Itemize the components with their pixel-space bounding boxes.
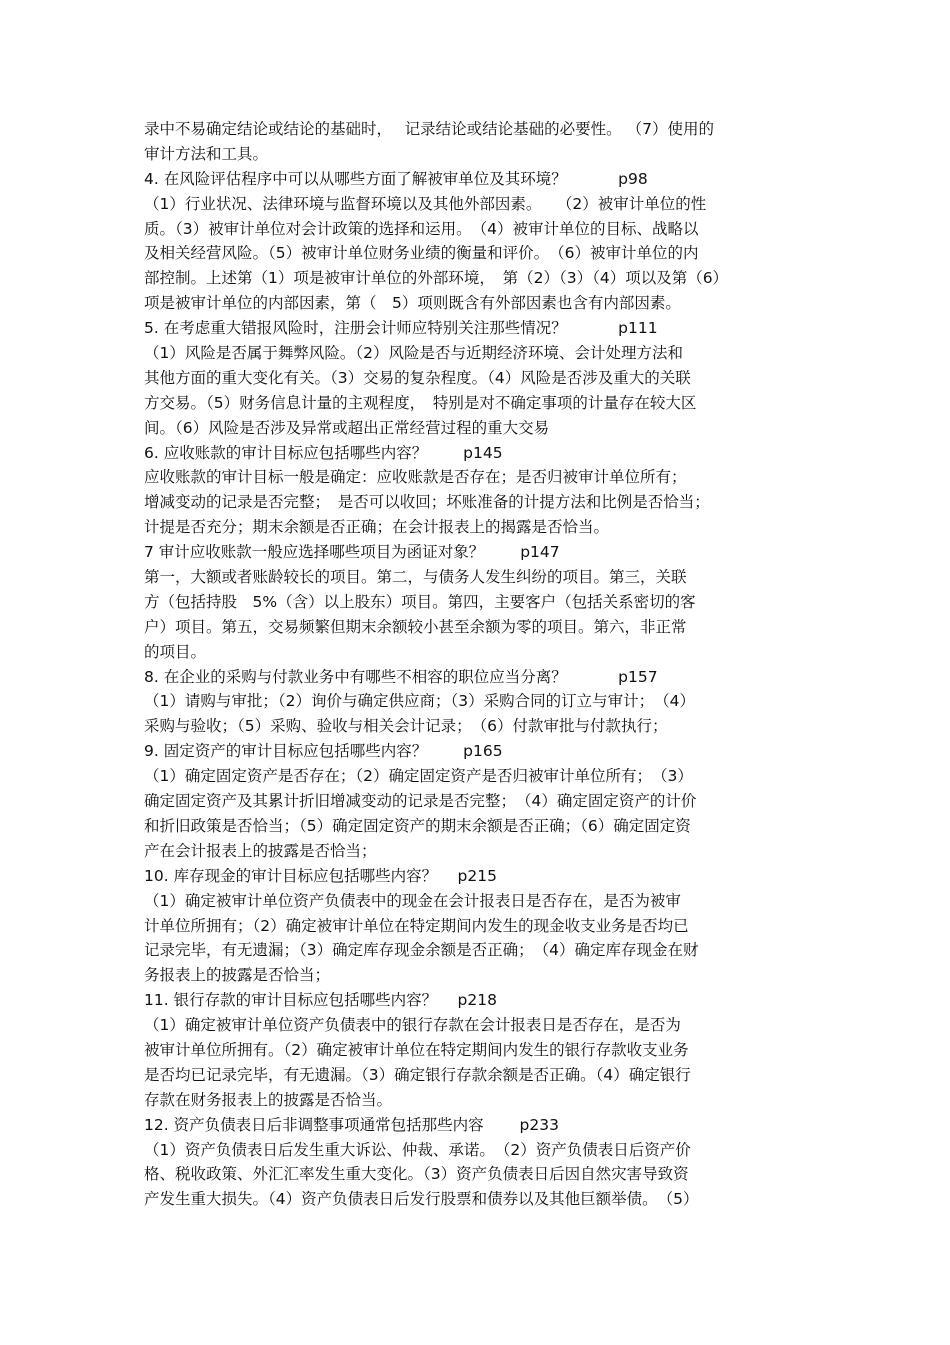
text-line: 户）项目。第五，交易频繁但期末余额较小甚至余额为零的项目。第六，非正常 (144, 617, 687, 636)
text-line: 被审计单位所拥有。（2）确定被审计单位在特定期间内发生的银行存款收支业务 (144, 1040, 689, 1059)
text-line: 方交易。（5）财务信息计量的主观程度， 特别是对不确定事项的计量存在较大区 (144, 393, 697, 412)
question-heading: 11. 银行存款的审计目标应包括哪些内容？ p218 (144, 991, 497, 1010)
text-line: 及相关经营风险。（5）被审计单位财务业绩的衡量和评价。 （6）被审计单位的内 (144, 244, 699, 263)
text-line: 应收账款的审计目标一般是确定：应收账款是否存在；是否归被审计单位所有； (144, 468, 687, 487)
text-line: 审计方法和工具。 (144, 144, 269, 163)
question-heading: 10. 库存现金的审计目标应包括哪些内容？ p215 (144, 866, 497, 885)
text-line: 存款在财务报表上的披露是否恰当。 (144, 1090, 393, 1109)
text-line: 部控制。上述第（1）项是被审计单位的外部环境， 第（2）（3）（4）项以及第（6） (144, 269, 729, 288)
text-line: （1）风险是否属于舞弊风险。（2）风险是否与近期经济环境、会计处理方法和 (144, 344, 683, 363)
text-line: 的项目。 (144, 642, 207, 661)
question-heading: 12. 资产负债表日后非调整事项通常包括那些内容 p233 (144, 1115, 559, 1134)
text-line: 其他方面的重大变化有关。（3）交易的复杂程度。（4）风险是否涉及重大的关联 (144, 368, 691, 387)
text-line: 项是被审计单位的内部因素，第（ 5）项则既含有外部因素也含有内部因素。 (144, 294, 681, 313)
text-line: （1）确定被审计单位资产负债表中的现金在会计报表日是否存在，是否为被审 (144, 891, 681, 910)
text-line: 务报表上的披露是否恰当； (144, 966, 331, 985)
text-line: 是否均已记录完毕，有无遗漏。（3）确定银行存款余额是否正确。（4）确定银行 (144, 1065, 691, 1084)
question-heading: 4. 在风险评估程序中可以从哪些方面了解被审单位及其环境？ p98 (144, 169, 648, 188)
text-line: （1）请购与审批；（2）询价与确定供应商；（3）采购合同的订立与审计； （4） (144, 692, 695, 711)
text-line: 记录完毕，有无遗漏；（3）确定库存现金余额是否正确； （4）确定库存现金在财 (144, 941, 699, 960)
text-line: 计单位所拥有；（2）确定被审计单位在特定期间内发生的现金收支业务是否均已 (144, 916, 689, 935)
text-line: 产在会计报表上的披露是否恰当； (144, 841, 377, 860)
text-line: （1）资产负债表日后发生重大诉讼、仲裁、承诺。 （2）资产负债表日后资产价 (144, 1140, 691, 1159)
text-line: 计提是否充分；期末余额是否正确；在会计报表上的揭露是否恰当。 (144, 518, 610, 537)
text-line: 格、税收政策、外汇汇率发生重大变化。（3）资产负债表日后因自然灾害导致资 (144, 1165, 689, 1184)
question-heading: 7 审计应收账款一般应选择哪些项目为函证对象？ p147 (144, 543, 560, 562)
question-heading: 5. 在考虑重大错报风险时，注册会计师应特别关注那些情况？ p111 (144, 319, 658, 338)
question-heading: 6. 应收账款的审计目标应包括哪些内容？ p145 (144, 443, 503, 462)
text-line: 确定固定资产及其累计折旧增减变动的记录是否完整； （4）确定固定资产的计价 (144, 792, 697, 811)
text-line: 质。（3）被审计单位对会计政策的选择和运用。 （4）被审计单位的目标、战略以 (144, 219, 699, 238)
text-line: （1）确定固定资产是否存在；（2）确定固定资产是否归被审计单位所有； （3） (144, 767, 693, 786)
text-line: 和折旧政策是否恰当；（5）确定固定资产的期末余额是否正确；（6）确定固定资 (144, 816, 691, 835)
question-heading: 8. 在企业的采购与付款业务中有哪些不相容的职位应当分离？ p157 (144, 667, 658, 686)
text-line: 间。（6）风险是否涉及异常或超出正常经营过程的重大交易 (144, 418, 550, 437)
text-line: 增减变动的记录是否完整； 是否可以收回；坏账准备的计提方法和比例是否恰当； (144, 493, 710, 512)
text-line: （1）确定被审计单位资产负债表中的银行存款在会计报表日是否存在，是否为 (144, 1016, 681, 1035)
question-heading: 9. 固定资产的审计目标应包括哪些内容？ p165 (144, 742, 503, 761)
text-line: （1）行业状况、法律环境与监督环境以及其他外部因素。 （2）被审计单位的性 (144, 194, 707, 213)
text-line: 产发生重大损失。（4）资产负债表日后发行股票和债券以及其他巨额举债。 （5） (144, 1190, 699, 1209)
text-line: 采购与验收；（5）采购、验收与相关会计记录； （6）付款审批与付款执行； (144, 717, 668, 736)
document-page (144, 117, 812, 1212)
text-line: 录中不易确定结论或结论的基础时， 记录结论或结论基础的必要性。 （7）使用的 (144, 120, 714, 138)
text-line: 第一，大额或者账龄较长的项目。第二，与债务人发生纠纷的项目。第三，关联 (144, 568, 687, 587)
text-line: 方（包括持股 5%（含）以上股东）项目。第四，主要客户（包括关系密切的客 (144, 592, 696, 611)
